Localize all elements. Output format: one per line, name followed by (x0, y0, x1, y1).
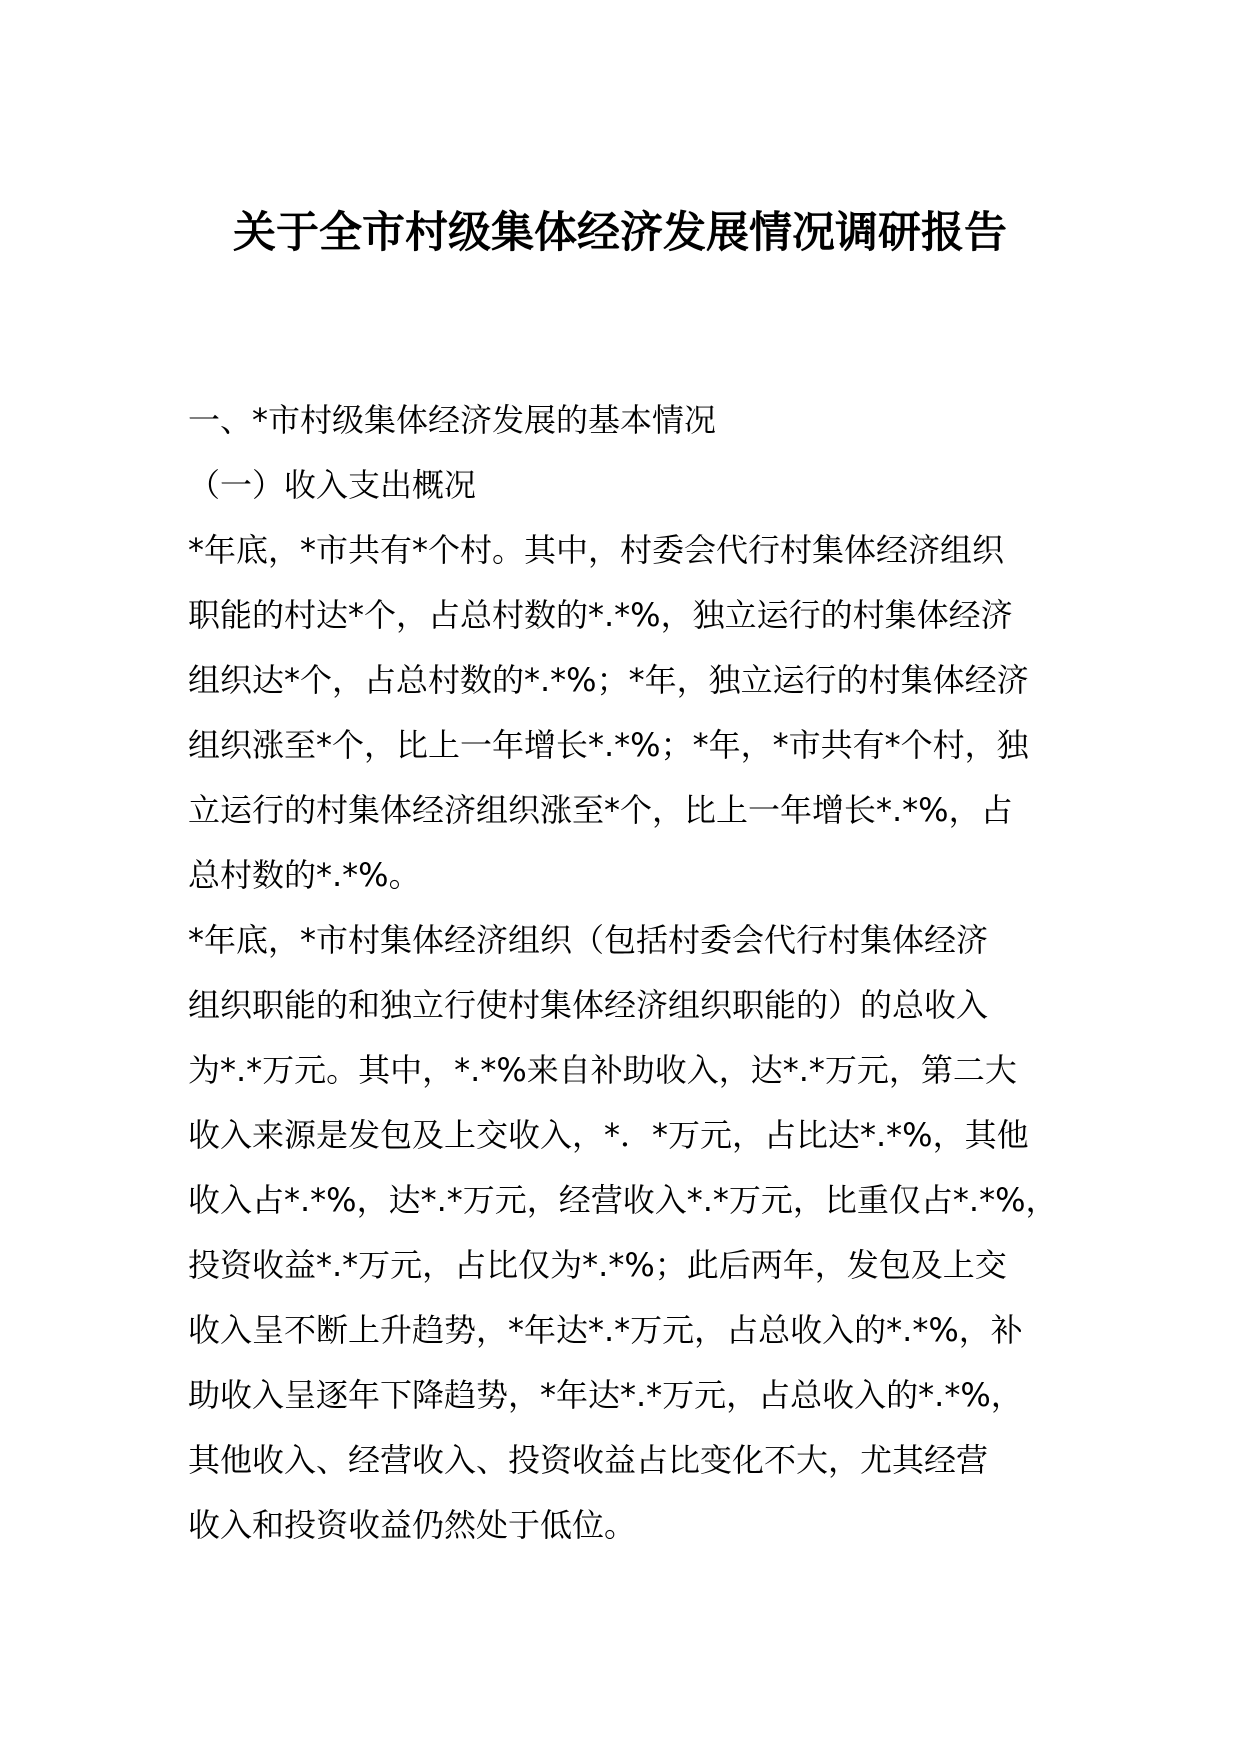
paragraph-line: 组织达*个，占总村数的*.*%；*年，独立运行的村集体经济 (188, 661, 1029, 699)
paragraph-line: 助收入呈逐年下降趋势，*年达*.*万元，占总收入的*.*%， (188, 1376, 1023, 1414)
paragraph-line: *年底，*市共有*个村。其中，村委会代行村集体经济组织 (188, 531, 1005, 569)
paragraph-line: 组织职能的和独立行使村集体经济组织职能的）的总收入 (188, 986, 989, 1024)
paragraph-2 (188, 908, 1088, 1558)
paragraph-line: 总村数的*.*%。 (188, 856, 421, 894)
paragraph-line: 为*.*万元。其中，*.*%来自补助收入，达*.*万元，第二大 (188, 1051, 1017, 1089)
paragraph-line: 收入占*.*%，达*.*万元，经营收入*.*万元，比重仅占*.*%， (188, 1181, 1058, 1219)
subsection-heading: （一）收入支出概况 (188, 466, 477, 504)
paragraph-line: 投资收益*.*万元，占比仅为*.*%；此后两年，发包及上交 (188, 1246, 1007, 1284)
paragraph-line: 组织涨至*个，比上一年增长*.*%；*年，*市共有*个村，独 (188, 726, 1029, 764)
paragraph-1 (188, 518, 1088, 908)
paragraph-line: *年底，*市村集体经济组织（包括村委会代行村集体经济 (188, 921, 989, 959)
paragraph-line: 收入来源是发包及上交收入，*．*万元，占比达*.*%，其他 (188, 1116, 1029, 1154)
paragraph-line: 收入呈不断上升趋势，*年达*.*万元，占总收入的*.*%，补 (188, 1311, 1023, 1349)
document-body (188, 388, 1088, 1558)
section-heading: 一、*市村级集体经济发展的基本情况 (188, 401, 717, 439)
paragraph-line: 其他收入、经营收入、投资收益占比变化不大，尤其经营 (188, 1441, 989, 1479)
paragraph-line: 收入和投资收益仍然处于低位。 (188, 1506, 637, 1544)
document-title: 关于全市村级集体经济发展情况调研报告 (233, 208, 1007, 258)
paragraph-line: 职能的村达*个，占总村数的*.*%，独立运行的村集体经济 (188, 596, 1013, 634)
paragraph-line: 立运行的村集体经济组织涨至*个，比上一年增长*.*%，占 (188, 791, 1013, 829)
